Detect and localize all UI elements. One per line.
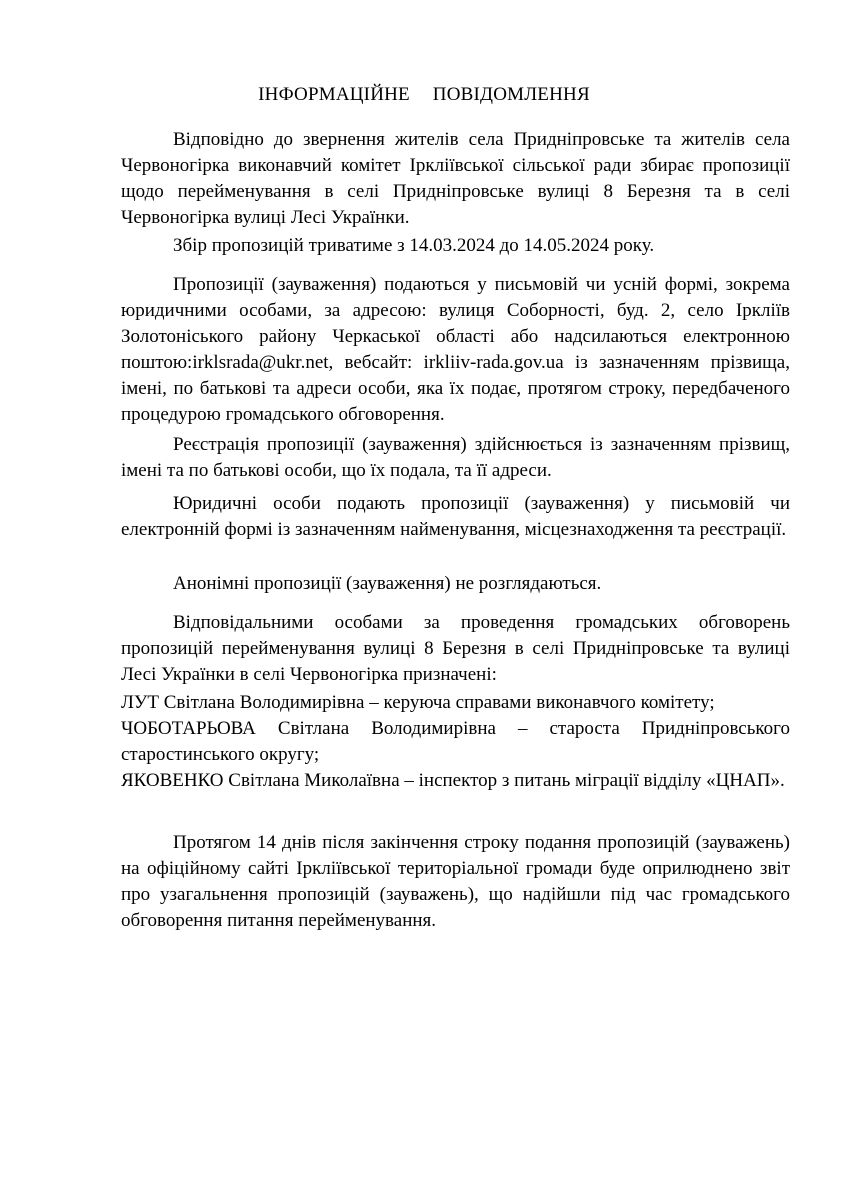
paragraph-anonymous: Анонімні пропозиції (зауваження) не розглядаються. xyxy=(173,573,602,594)
document-title: ІНФОРМАЦІЙНЕ ПОВІДОМЛЕННЯ xyxy=(258,84,590,105)
paragraph-responsible-intro: Відповідальними особами за проведення громадських обговорень пропозицій перейменування вулиці 8 Березня в селі Придніпровське та вулиці Лесі Українки в селі Червоногірка призначені: xyxy=(121,612,790,685)
responsible-person-lut: ЛУТ Світлана Володимирівна – керуюча справами виконавчого комітету; xyxy=(121,692,715,713)
paragraph-collection-period: Збір пропозицій триватиме з 14.03.2024 до 14.05.2024 року. xyxy=(173,235,655,256)
paragraph-submission-method: Пропозиції (зауваження) подаються у письмовій чи усній формі, зокрема юридичними особами, за адресою: вулиця Соборності, буд. 2, село Іркліїв Золотоніського району Черкаської області або надсилаються електронною поштою:irklsrada@ukr.net, вебсайт: irkliiv-rada.gov.ua із зазначенням прізвища, імені, по батькові та адреси особи, яка їх подає, протягом строку, передбаченого процедурою громадського обговорення. xyxy=(121,274,790,425)
responsible-person-chobotarova: ЧОБОТАРЬОВА Світлана Володимирівна – староста Придніпровського старостинського округу; xyxy=(121,718,790,765)
paragraph-registration: Реєстрація пропозиції (зауваження) здійснюється із зазначенням прізвищ, імені та по батькові особи, що їх подала, та її адреси. xyxy=(121,434,790,481)
responsible-person-yakovenko: ЯКОВЕНКО Світлана Миколаївна – інспектор з питань міграції відділу «ЦНАП». xyxy=(121,770,785,791)
paragraph-closing-report: Протягом 14 днів після закінчення строку подання пропозицій (зауважень) на офіційному сайті Ірклiївської територіальної громади буде оприлюднено звіт про узагальнення пропозицій (зауважень), що надійшли під час громадського обговорення питання перейменування. xyxy=(121,832,790,931)
paragraph-legal-entities: Юридичні особи подають пропозиції (зауваження) у письмовій чи електронній формі із зазначенням найменування, місцезнаходження та реєстрації. xyxy=(121,493,790,540)
paragraph-appeal: Відповідно до звернення жителів села Придніпровське та жителів села Червоногірка виконавчий комітет Ірклiївської сільської ради збирає пропозиції щодо перейменування в селі Придніпровське вулиці 8 Березня та в селі Червоногірка вулиці Лесі Українки. xyxy=(121,129,790,228)
